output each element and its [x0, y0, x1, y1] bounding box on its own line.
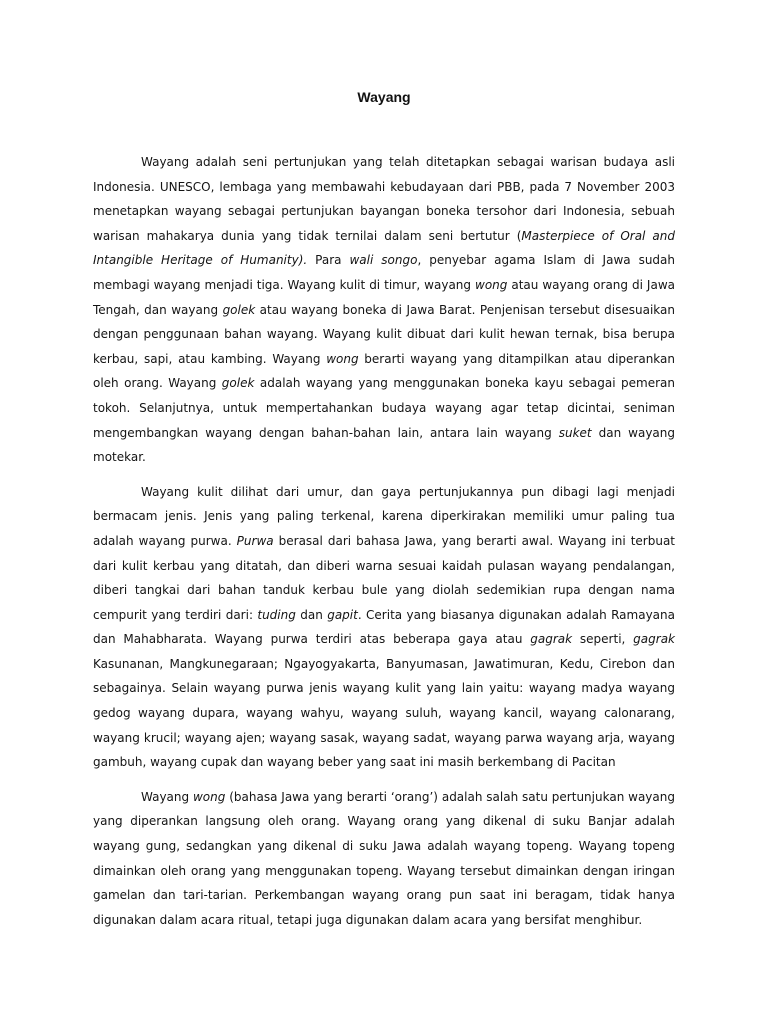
- text-segment: berarti wayang yang ditampilkan atau diperankan oleh orang. Wayang: [93, 351, 675, 391]
- paragraph-2: [93, 480, 675, 775]
- text-segment: (bahasa Jawa yang berarti ‘orang’) adalah salah satu pertunjukan wayang yang diperankan langsung oleh orang. Wayang orang yang dikenal di suku Banjar adalah wayang gung, sedangkan yang dikenal di suku Jawa adalah wayang topeng. Wayang topeng dimainkan oleh orang yang menggunakan topeng. Wayang tersebut dimainkan dengan iringan gamelan dan tari-tarian. Perkembangan wayang orang pun saat ini beragam, tidak hanya digunakan dalam acara ritual, tetapi juga digunakan dalam acara yang bersifat menghibur.: [93, 789, 675, 927]
- text-segment-italic: gagrak: [633, 632, 675, 647]
- text-segment-italic: tuding: [257, 607, 296, 622]
- text-segment: berasal dari bahasa Jawa, yang berarti awal. Wayang ini terbuat dari kulit kerbau yang ditatah, dan diberi warna sesuai kaidah pulasan wayang pendalangan, diberi tangkai dari bahan tanduk kerbau bule yang diolah sedemikian rupa dengan nama cempurit yang terdiri dari:: [93, 533, 676, 622]
- document-body: [93, 150, 675, 942]
- text-segment-italic: Masterpiece of Oral and Intangible Heritage of Humanity).: [93, 228, 675, 268]
- text-segment: atau wayang boneka di Jawa Barat. Penjenisan tersebut disesuaikan dengan penggunaan bahan wayang. Wayang kulit dibuat dari kulit hewan ternak, bisa berupa kerbau, sapi, atau kambing. Wayang: [93, 302, 675, 366]
- text-segment-italic: Purwa: [236, 533, 274, 548]
- text-segment: Para: [307, 253, 350, 268]
- text-segment-italic: suket: [558, 425, 592, 440]
- text-segment: Kasunanan, Mangkunegaraan; Ngayogyakarta, Banyumasan, Jawatimuran, Kedu, Cirebon dan sebagainya. Selain wayang purwa jenis wayang kulit yang lain yaitu: wayang madya wayang gedog wayang dupara, wayang wahyu, wayang suluh, wayang kancil, wayang calonarang, wayang krucil; wayang ajen; wayang sasak, wayang sadat, wayang parwa wayang arja, wayang gambuh, wayang cupak dan wayang beber yang saat ini masih berkembang di Pacitan: [93, 656, 675, 770]
- text-segment: dan: [295, 607, 328, 622]
- text-segment-italic: wali songo: [349, 253, 418, 268]
- text-segment: Wayang: [141, 789, 193, 804]
- paragraph-1: [93, 150, 675, 470]
- document-title: Wayang: [357, 89, 411, 105]
- text-segment-italic: golek: [222, 302, 256, 317]
- text-segment: adalah wayang yang menggunakan boneka kayu sebagai pemeran tokoh. Selanjutnya, untuk mempertahankan budaya wayang agar tetap dicintai, seniman mengembangkan wayang dengan bahan-bahan lain, antara lain wayang: [93, 376, 675, 440]
- text-segment: atau wayang orang di Jawa Tengah, dan wayang: [93, 277, 675, 317]
- text-segment-italic: wong: [326, 351, 359, 366]
- text-segment: Wayang kulit dilihat dari umur, dan gaya pertunjukannya pun dibagi lagi menjadi bermacam jenis. Jenis yang paling terkenal, karena diperkirakan memiliki umur paling tua adalah wayang purwa.: [93, 484, 675, 548]
- text-segment-italic: gagrak: [530, 632, 573, 647]
- text-segment: seperti,: [572, 632, 634, 647]
- text-segment: Wayang adalah seni pertunjukan yang telah ditetapkan sebagai warisan budaya asli Indonesia. UNESCO, lembaga yang membawahi kebudayaan dari PBB, pada 7 November 2003 menetapkan wayang sebagai pertunjukan bayangan boneka tersohor dari Indonesia, sebuah warisan mahakarya dunia yang tidak ternilai dalam seni bertutur (: [93, 155, 675, 243]
- text-segment: dan wayang motekar.: [93, 425, 675, 465]
- text-segment-italic: gapit: [327, 607, 358, 622]
- text-segment-italic: golek: [221, 376, 255, 391]
- text-segment-italic: wong: [475, 277, 508, 292]
- paragraph-3: [93, 785, 675, 933]
- text-segment-italic: wong: [192, 789, 226, 804]
- text-segment: . Cerita yang biasanya digunakan adalah Ramayana dan Mahabharata. Wayang purwa terdiri atas beberapa gaya atau: [93, 607, 675, 647]
- text-segment: , penyebar agama Islam di Jawa sudah membagi wayang menjadi tiga. Wayang kulit di timur, wayang: [93, 253, 676, 292]
